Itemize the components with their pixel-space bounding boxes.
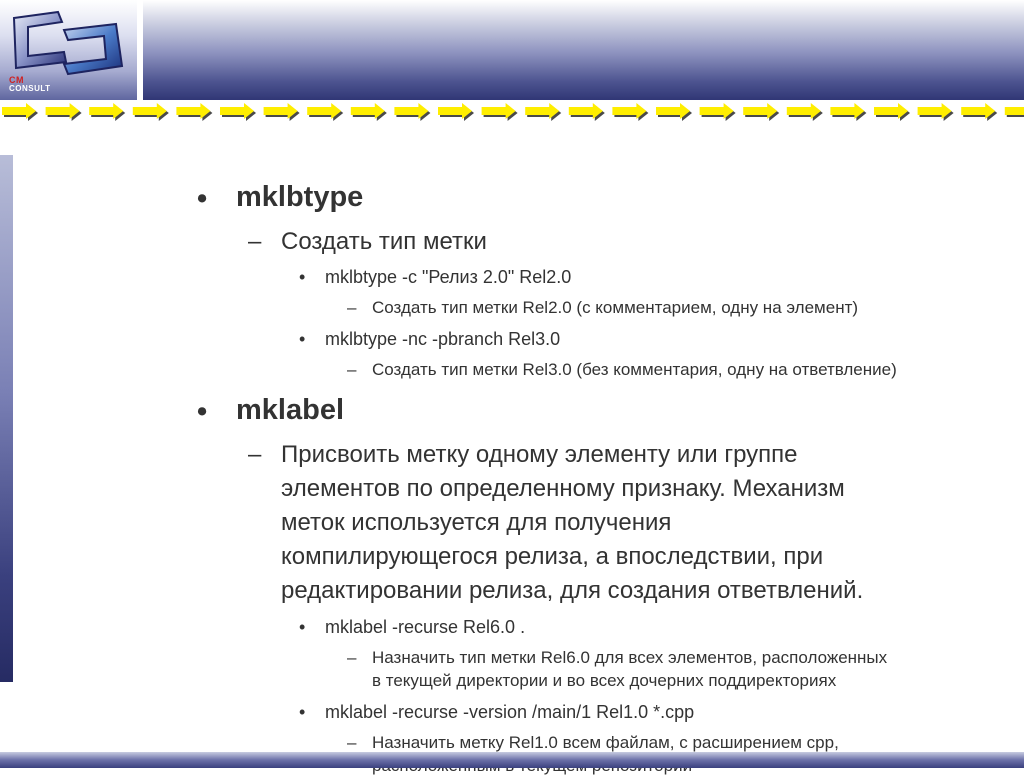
dash-marker: – [347, 648, 357, 667]
mklbtype-example-1: mklbtype -c "Релиз 2.0" Rel2.0 [325, 267, 572, 287]
bullet-marker: • [299, 617, 306, 637]
mklabel-example-1-explanation-line-2: в текущей директории и во всех дочерних поддиректориях [372, 671, 837, 690]
dash-marker: – [347, 733, 357, 752]
dash-marker: – [347, 360, 357, 379]
logo-cm-text: CM [9, 75, 24, 85]
heading-mklabel: mklabel [236, 394, 344, 426]
mklabel-example-1: mklabel -recurse Rel6.0 . [325, 617, 526, 637]
heading-mklbtype: mklbtype [236, 181, 364, 213]
dash-marker: – [248, 441, 262, 468]
mklabel-description-line-4: компилирующегося релиза, а впоследствии, при [281, 543, 824, 570]
bullet-marker: • [197, 396, 208, 428]
mklabel-example-2: mklabel -recurse -version /main/1 Rel1.0 *.cpp [325, 702, 695, 722]
mklbtype-example-2: mklbtype -nc -pbranch Rel3.0 [325, 329, 561, 349]
dash-marker: – [347, 298, 357, 317]
bullet-marker: • [299, 267, 306, 287]
mklabel-description-line-2: элементов по определенному признаку. Механизм [281, 475, 845, 502]
bullet-marker: • [197, 183, 208, 215]
mklabel-description-line-5: редактировании релиза, для создания ответвлений. [281, 577, 864, 604]
mklbtype-example-1-explanation: Создать тип метки Rel2.0 (с комментарием, одну на элемент) [372, 298, 859, 317]
mklabel-example-2-explanation-line-1: Назначить метку Rel1.0 всем файлам, с расширением cpp, [372, 733, 839, 752]
logo-consult-text: CONSULT [9, 84, 51, 93]
mklabel-description-line-3: меток используется для получения [281, 509, 672, 536]
mklbtype-example-2-explanation: Создать тип метки Rel3.0 (без комментария, одну на ответвление) [372, 360, 897, 379]
bottom-accent-bar [0, 752, 1024, 768]
dash-marker: – [248, 228, 262, 255]
mklabel-example-1-explanation-line-1: Назначить тип метки Rel6.0 для всех элементов, расположенных [372, 648, 888, 667]
mklbtype-description: Создать тип метки [281, 228, 487, 255]
mklabel-description-line-1: Присвоить метку одному элементу или группе [281, 441, 798, 468]
bullet-marker: • [299, 702, 306, 722]
bullet-marker: • [299, 329, 306, 349]
